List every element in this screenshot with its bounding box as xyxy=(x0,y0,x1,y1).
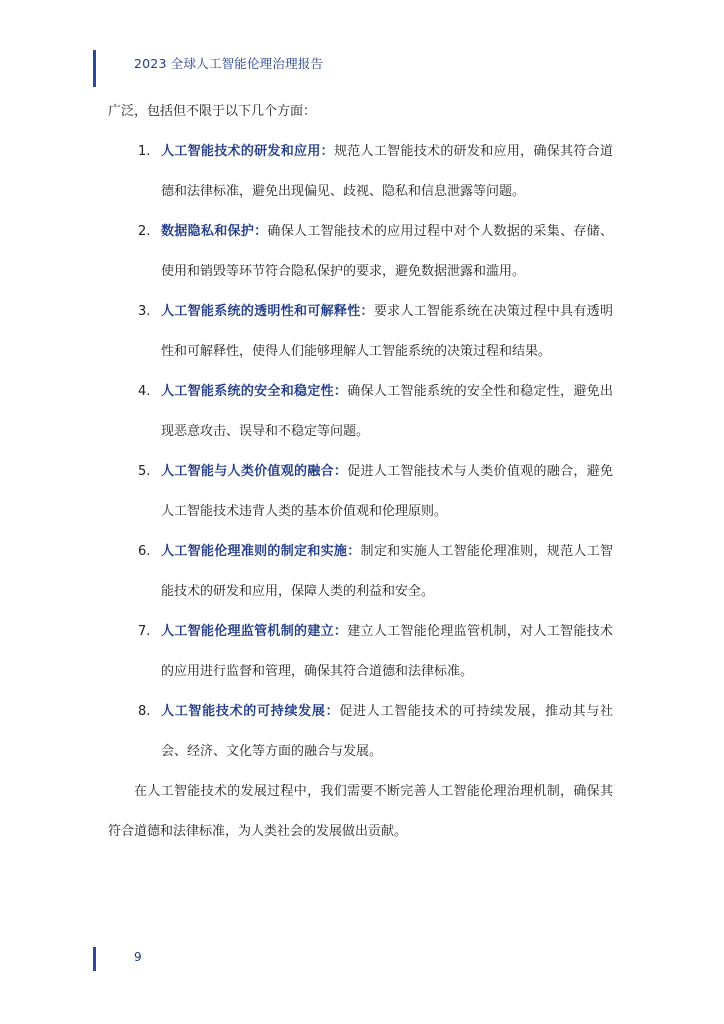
list-item-number: 2. xyxy=(138,224,151,239)
report-title: 2023 全球人工智能伦理治理报告 xyxy=(134,56,324,71)
list-item-number: 7. xyxy=(138,624,151,639)
list-item-heading: 人工智能技术的研发和应用： xyxy=(161,144,334,159)
list-item-heading: 数据隐私和保护： xyxy=(161,224,268,239)
header-accent-bar xyxy=(93,50,96,87)
list-item-number: 1. xyxy=(138,144,151,159)
list-item-description: 促进人工智能技术与人类价值观的融合，避免人工智能技术违背人类的基本价值观和伦理原则。 xyxy=(161,464,613,519)
closing-paragraph: 在人工智能技术的发展过程中，我们需要不断完善人工智能伦理治理机制，确保其符合道德和法律标准，为人类社会的发展做出贡献。 xyxy=(108,784,613,839)
footer-accent-bar xyxy=(93,947,96,971)
list-item-description: 规范人工智能技术的研发和应用，确保其符合道德和法律标准，避免出现偏见、歧视、隐私和信息泄露等问题。 xyxy=(161,144,613,199)
list-item-heading: 人工智能系统的透明性和可解释性： xyxy=(161,304,374,319)
list-item-description: 确保人工智能系统的安全性和稳定性，避免出现恶意攻击、误导和不稳定等问题。 xyxy=(161,384,613,439)
list-item-number: 3. xyxy=(138,304,151,319)
list-item xyxy=(108,212,613,292)
list-item-number: 8. xyxy=(138,704,151,719)
list-item xyxy=(108,692,613,772)
list-item-number: 6. xyxy=(138,544,151,559)
list-item xyxy=(108,532,613,612)
list-item-heading: 人工智能系统的安全和稳定性： xyxy=(161,384,348,399)
list-item xyxy=(108,452,613,532)
list-item-description: 确保人工智能技术的应用过程中对个人数据的采集、存储、使用和销毁等环节符合隐私保护的要求，避免数据泄露和滥用。 xyxy=(161,224,613,279)
list-item xyxy=(108,132,613,212)
list-item-number: 4. xyxy=(138,384,151,399)
list-item xyxy=(108,292,613,372)
list-item-number: 5. xyxy=(138,464,151,479)
list-item-heading: 人工智能与人类价值观的融合： xyxy=(161,464,348,479)
list-item-heading: 人工智能技术的可持续发展： xyxy=(161,704,340,719)
page-content xyxy=(108,92,613,852)
list-item-description: 建立人工智能伦理监管机制，对人工智能技术的应用进行监督和管理，确保其符合道德和法律标准。 xyxy=(161,624,613,679)
numbered-list xyxy=(108,132,613,772)
page-number: 9 xyxy=(134,950,142,964)
list-item xyxy=(108,372,613,452)
lead-paragraph: 广泛，包括但不限于以下几个方面： xyxy=(108,104,317,119)
list-item-description: 促进人工智能技术的可持续发展，推动其与社会、经济、文化等方面的融合与发展。 xyxy=(161,704,613,759)
list-item-heading: 人工智能伦理准则的制定和实施： xyxy=(161,544,361,559)
list-item-heading: 人工智能伦理监管机制的建立： xyxy=(161,624,348,639)
list-item-description: 制定和实施人工智能伦理准则，规范人工智能技术的研发和应用，保障人类的利益和安全。 xyxy=(161,544,613,599)
list-item xyxy=(108,612,613,692)
list-item-description: 要求人工智能系统在决策过程中具有透明性和可解释性，使得人们能够理解人工智能系统的决策过程和结果。 xyxy=(161,304,613,359)
